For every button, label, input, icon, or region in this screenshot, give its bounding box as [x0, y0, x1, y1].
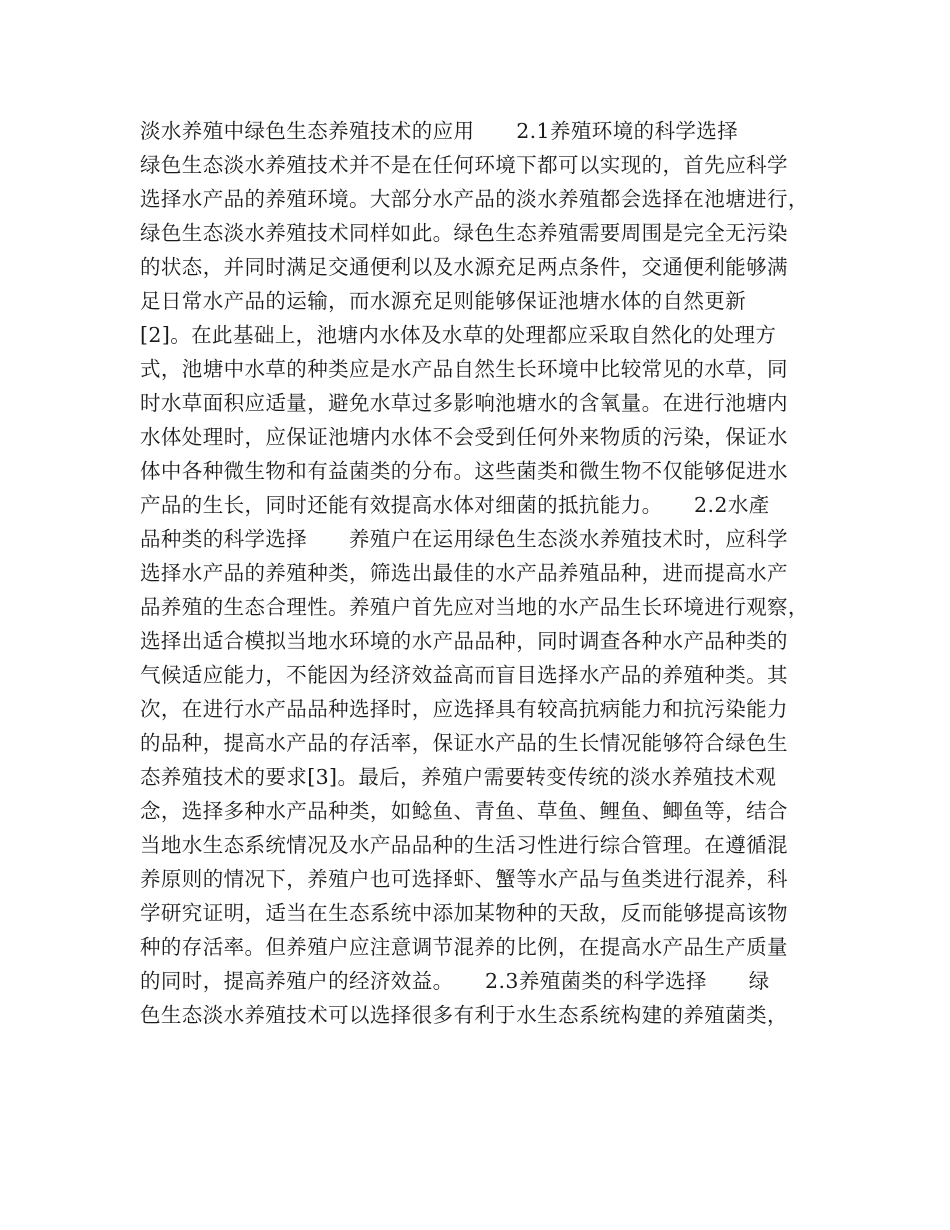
text-line: 学研究证明，适当在生态系统中添加某物种的天敌，反而能够提高该物 — [140, 901, 788, 925]
text-line: 色生态淡水养殖技术可以选择很多有利于水生态系统构建的养殖菌类， — [140, 1003, 788, 1027]
text-line: 品种类的科学选择 养殖户在运用绿色生态淡水养殖技术时，应科学 — [140, 527, 788, 551]
text-line: 绿色生态淡水养殖技术同样如此。绿色生态养殖需要周围是完全无污染 — [140, 221, 788, 245]
text-line: 水体处理时，应保证池塘内水体不会受到任何外来物质的污染，保证水 — [140, 425, 788, 449]
text-line: 养原则的情况下，养殖户也可选择虾、蟹等水产品与鱼类进行混养，科 — [140, 867, 788, 891]
text-line: 的状态，并同时满足交通便利以及水源充足两点条件，交通便利能够满 — [140, 255, 788, 279]
text-line: 气候适应能力，不能因为经济效益高而盲目选择水产品的养殖种类。其 — [140, 663, 788, 687]
text-line: 选择水产品的养殖种类，筛选出最佳的水产品养殖品种，进而提高水产 — [140, 561, 788, 585]
text-line: 的品种，提高水产品的存活率，保证水产品的生长情况能够符合绿色生 — [140, 731, 788, 755]
text-line: 的同时，提高养殖户的经济效益。 2.3养殖菌类的科学选择 绿 — [140, 969, 770, 993]
text-line: 当地水生态系统情况及水产品品种的生活习性进行综合管理。在遵循混 — [140, 833, 788, 857]
text-line: 时水草面积应适量，避免水草过多影响池塘水的含氧量。在进行池塘内 — [140, 391, 788, 415]
text-line: 态养殖技术的要求[3]。最后，养殖户需要转变传统的淡水养殖技术观 — [140, 765, 777, 789]
text-line: 产品的生长，同时还能有效提高水体对细菌的抵抗能力。 2.2水產 — [140, 493, 770, 517]
text-line: 品养殖的生态合理性。养殖户首先应对当地的水产品生长环境进行观察， — [140, 595, 809, 619]
text-line: 选择水产品的养殖环境。大部分水产品的淡水养殖都会选择在池塘进行， — [140, 187, 809, 211]
body-text — [140, 114, 820, 1032]
text-line: [2]。在此基础上，池塘内水体及水草的处理都应采取自然化的处理方 — [140, 323, 777, 347]
text-line: 体中各种微生物和有益菌类的分布。这些菌类和微生物不仅能够促进水 — [140, 459, 788, 483]
text-line: 次，在进行水产品品种选择时，应选择具有较高抗病能力和抗污染能力 — [140, 697, 788, 721]
text-line: 足日常水产品的运输，而水源充足则能够保证池塘水体的自然更新 — [140, 289, 747, 313]
text-line: 选择出适合模拟当地水环境的水产品品种，同时调查各种水产品种类的 — [140, 629, 788, 653]
text-line: 绿色生态淡水养殖技术并不是在任何环境下都可以实现的，首先应科学 — [140, 153, 788, 177]
text-line: 淡水养殖中绿色生态养殖技术的应用 2.1养殖环境的科学选择 — [140, 119, 739, 143]
text-line: 式，池塘中水草的种类应是水产品自然生长环境中比较常见的水草，同 — [140, 357, 788, 381]
text-line: 念，选择多种水产品种类，如鲶鱼、青鱼、草鱼、鲤鱼、鲫鱼等，结合 — [140, 799, 788, 823]
text-line: 种的存活率。但养殖户应注意调节混养的比例，在提高水产品生产质量 — [140, 935, 788, 959]
